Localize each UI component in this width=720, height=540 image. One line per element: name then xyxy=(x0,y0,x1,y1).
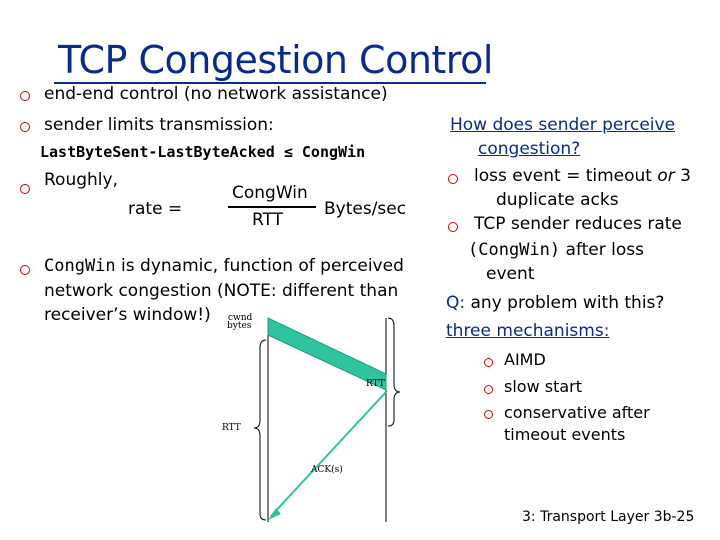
congestion-note-line: network congestion (NOTE: different than xyxy=(44,281,399,301)
question-heading-line1: How does sender perceive xyxy=(450,115,676,135)
mechanisms-title: three mechanisms: xyxy=(446,321,610,341)
mechanism-conservative-line2: timeout events xyxy=(504,425,626,444)
bytes-label: bytes xyxy=(227,321,252,331)
q-text: any problem with this? xyxy=(465,293,665,313)
reduces-rate-line1: TCP sender reduces rate xyxy=(474,214,682,234)
mechanism-aimd: AIMD xyxy=(504,350,546,369)
cwnd-label: cwnd xyxy=(228,313,253,323)
ack-label: ACK(s) xyxy=(311,465,343,475)
congwin-dynamic-text: is dynamic, function of perceived xyxy=(115,256,404,276)
receiver-window-line: receiver’s window!) xyxy=(44,305,211,325)
q-prefix: Q: xyxy=(446,293,466,313)
mechanism-slow-start: slow start xyxy=(504,377,583,396)
rtt-bracket-left xyxy=(254,340,266,520)
bullet-sender-limits: sender limits transmission: xyxy=(44,115,274,135)
loss-event-count: 3 xyxy=(674,166,691,186)
window-formula: LastByteSent-LastByteAcked ≤ CongWin xyxy=(40,143,366,161)
question-heading-line2: congestion? xyxy=(478,139,581,159)
rate-numerator: CongWin xyxy=(232,183,308,203)
reduces-rate-code: (CongWin) xyxy=(468,240,561,260)
rtt-label-left: RTT xyxy=(222,423,241,433)
congwin-code: CongWin xyxy=(44,256,116,276)
mechanism-conservative: conservative after xyxy=(504,403,650,422)
rtt-label-right: RTT xyxy=(366,379,385,389)
slide-footer: 3: Transport Layer 3b-25 xyxy=(522,509,695,525)
ack-arrow-head xyxy=(268,508,281,520)
rate-denominator: RTT xyxy=(252,210,284,230)
slide-title: TCP Congestion Control xyxy=(58,38,493,82)
rate-label: rate = xyxy=(128,199,183,219)
loss-event-line2: duplicate acks xyxy=(496,190,619,210)
reduces-rate-line3: event xyxy=(486,264,535,284)
rtt-bracket-right xyxy=(388,318,400,426)
reduces-rate-after: after loss xyxy=(560,240,644,260)
bullet-end-end: end-end control (no network assistance) xyxy=(44,84,388,104)
ack-arrow-line xyxy=(271,392,386,516)
loss-event-text: loss event = timeout xyxy=(474,166,658,186)
loss-event-or: or xyxy=(657,166,675,186)
rate-unit: Bytes/sec xyxy=(324,199,407,219)
bullet-roughly: Roughly, xyxy=(44,170,118,190)
